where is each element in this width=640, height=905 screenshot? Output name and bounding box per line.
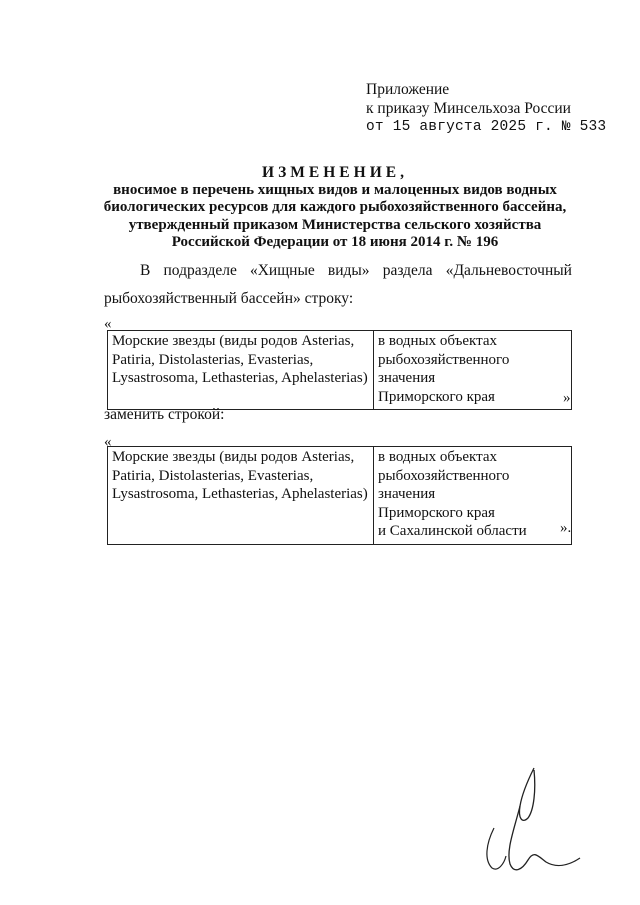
species-cell bbox=[108, 447, 374, 545]
title-line: Российской Федерации от 18 июня 2014 г. № 196 bbox=[171, 234, 499, 250]
new-row-table bbox=[107, 446, 572, 545]
intro-word: «Хищные bbox=[249, 262, 315, 279]
intro-word: виды» bbox=[327, 262, 370, 279]
signature-icon bbox=[476, 760, 586, 880]
old-open-quote: « bbox=[104, 316, 112, 332]
cell-line: в водных объектах bbox=[378, 333, 498, 349]
cell-line: Patiria, Distolasterias, Evasterias, bbox=[112, 467, 314, 484]
appendix-order-ref: к приказу Минсельхоза России bbox=[366, 100, 571, 117]
species-cell bbox=[108, 331, 374, 410]
title-line: вносимое в перечень хищных видов и малоценных видов водных bbox=[113, 181, 557, 198]
cell-line: Приморского края bbox=[378, 388, 495, 405]
waters-cell bbox=[374, 447, 572, 545]
intro-line-2: рыбохозяйственный бассейн» строку: bbox=[104, 290, 354, 307]
old-row-table bbox=[107, 330, 572, 410]
old-close-quote: » bbox=[563, 390, 571, 406]
cell-line: Приморского края bbox=[378, 504, 495, 521]
intro-word: раздела bbox=[382, 262, 433, 279]
table-row bbox=[108, 331, 572, 410]
appendix-title: Приложение bbox=[366, 81, 450, 98]
title-heading: ИЗМЕНЕНИЕ, bbox=[262, 164, 408, 181]
cell-line: Patiria, Distolasterias, Evasterias, bbox=[112, 351, 314, 368]
cell-line: рыбохозяйственного значения bbox=[378, 467, 510, 502]
cell-line: Lysastrosoma, Lethasterias, Aphelasterias) bbox=[112, 486, 368, 502]
cell-line: рыбохозяйственного значения bbox=[378, 351, 510, 386]
document-title bbox=[90, 164, 580, 252]
table-row bbox=[108, 447, 572, 545]
cell-line: и Сахалинской области bbox=[378, 523, 527, 539]
intro-paragraph bbox=[104, 262, 572, 308]
appendix-header bbox=[366, 80, 606, 137]
replace-label: заменить строкой: bbox=[104, 406, 225, 423]
appendix-order-date: от 15 августа 2025 г. № 533 bbox=[366, 119, 607, 135]
waters-cell bbox=[374, 331, 572, 410]
title-line: утвержденный приказом Министерства сельского хозяйства bbox=[128, 216, 542, 233]
new-open-quote: « bbox=[104, 434, 112, 450]
intro-word: «Дальневосточный bbox=[445, 262, 572, 279]
intro-word: подразделе bbox=[163, 262, 237, 279]
cell-line: Морские звезды (виды родов Asterias, bbox=[112, 449, 355, 465]
cell-line: в водных объектах bbox=[378, 449, 498, 465]
intro-line-1 bbox=[104, 262, 572, 280]
cell-line: Морские звезды (виды родов Asterias, bbox=[112, 333, 355, 349]
title-line: биологических ресурсов для каждого рыбохозяйственного бассейна, bbox=[103, 199, 567, 215]
new-close-quote: ». bbox=[560, 520, 572, 536]
cell-line: Lysastrosoma, Lethasterias, Aphelasterias) bbox=[112, 370, 368, 386]
intro-word: В bbox=[140, 262, 151, 279]
